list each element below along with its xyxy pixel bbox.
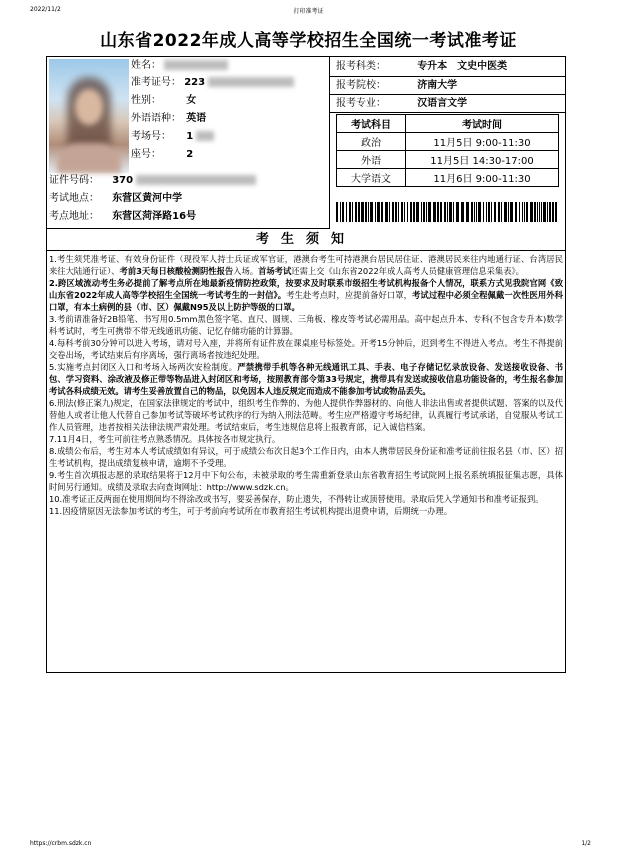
application-info (330, 57, 565, 229)
notice-item: 3.考前请准备好2B铅笔、书写用0.5mm黑色签字笔、直尺、圆规、三角板、橡皮等考试必需用品。高中起点升本、专科(不包含专升本)数学科考试时，考生可携带不带无线通讯功能、记忆存储功能的计算器。 (49, 314, 563, 336)
room-value: 1 (186, 131, 194, 142)
footer-url: https://crbm.sdzk.cn (30, 840, 92, 847)
schedule-header-subject: 考试科目 (337, 115, 406, 133)
document-title: 山东省2022年成人高等学校招生全国统一考试准考证 (100, 31, 517, 51)
table-row: 政治 11月5日 9:00-11:30 (337, 133, 559, 151)
footer-page-number: 1/2 (581, 840, 591, 847)
notice-item: 5.实施考点封闭区入口和考场入场两次安检制度。严禁携带手机等各种无线通讯工具、手表、电子存储记忆录放设备、发送接收设备、书包、学习资料、涂改液及修正带等物品进入封闭区和考场，按照教育部令第33号规定，携带具有发送或接收信息功能设备的，考生报名参加考试各科成绩无效。请考生妥善放置自己的物品，以免因本人违反规定而造成不能参加考试或物品丢失。 (49, 362, 563, 396)
notice-item: 10.准考证正反两面在使用期间均不得涂改或书写，要妥善保存，防止遗失，不得转让或顶替使用。录取后凭入学通知书和准考证报到。 (49, 494, 544, 504)
ticket-number: 223 (184, 77, 206, 88)
notice-item: 7.11月4日，考生可前往考点熟悉情况。具体按各市规定执行。 (49, 434, 281, 444)
notice-title: 考生须知 (47, 229, 565, 251)
barcode (336, 202, 559, 222)
table-row: 外语 11月5日 14:30-17:00 (337, 151, 559, 169)
notice-item: 8.成绩公布后，考生对本人考试成绩如有异议，可于成绩公布次日起3个工作日内，由本人携带居民身份证和准考证前往报名县（市、区）招生考试机构，提出成绩复核申请，逾期不予受理。 (49, 446, 563, 468)
notice-item: 2.跨区域流动考生务必提前了解考点所在地最新疫情防控政策，按要求及时联系市级招生考试机构报备个人情况，联系方式见我院官网《致山东省2022年成人高等学校招生全国统一考试考生的一封信》。考生赴考点时，应提前备好口罩，考试过程中必须全程佩戴一次性医用外科口罩，有本土病例的县（市、区）佩戴N95及以上防护等级的口罩。 (49, 278, 563, 312)
category-row: 报考科类： 专升本 文史中医类 (336, 61, 508, 72)
print-date: 2022/11/2 (30, 6, 61, 13)
print-page-title: 打印准考证 (293, 8, 324, 15)
notice-item: 11.因疫情原因无法参加考试的考生，可于考前向考试所在市教育招生考试机构提出退费申请，后期统一办理。 (49, 506, 453, 516)
exam-site-value: 东营区黄河中学 (112, 193, 183, 204)
notice-item: 4.每科考前30分钟可以进入考场，请对号入座，并将所有证件放在课桌座号标签处。开考15分钟后，迟到考生不得进入考点。考生不得提前交卷出场，考试结束后有序离场，强行离场者按违纪处理。 (49, 338, 563, 360)
school-row: 报考院校： 济南大学 (336, 80, 458, 91)
seat-value: 2 (186, 149, 194, 160)
schedule-header-time: 考试时间 (406, 115, 559, 133)
seat-row: 座号： 2 (131, 149, 194, 160)
id-row: 证件号码： 370 (49, 174, 256, 187)
name-row: 姓名： (131, 59, 228, 72)
candidate-info (47, 57, 330, 229)
notice-item: 1.考生须凭准考证、有效身份证件（现役军人持士兵证或军官证，港澳台考生可持港澳台居民居住证、港澳居民来往内地通行证、台湾居民来往大陆通行证）、考前3天每日核酸检测阴性报告入场。首场考试还需上交《山东省2022年成人高考人员健康管理信息采集表》。 (49, 254, 563, 276)
ticket-number-row: 准考证号： 223 (131, 76, 294, 89)
gender-value: 女 (186, 95, 197, 106)
exam-schedule-table (336, 114, 559, 187)
exam-address-row: 考点地址： 东营区菏泽路16号 (49, 211, 197, 222)
notice-item: 6.刑法(修正案九)规定，在国家法律规定的考试中，组织考生作弊的、为他人提供作弊器材的、向他人非法出售或者提供试题、答案的以及代替他人或者让他人代替自己参加考试等破坏考试秩序的行为纳入刑法范畴。考生应严格遵守考场纪律，认真履行考试承诺，自觉服从考试工作人员管理，违者按相关法律法规严肃处理。考试结束后，考生违规信息将上报教育部，记入诚信档案。 (49, 398, 563, 432)
exam-site-row: 考试地点： 东营区黄河中学 (49, 193, 183, 204)
gender-row: 性别： 女 (131, 95, 197, 106)
notice-item: 9.考生首次填报志愿的录取结果将于12月中下旬公布，未被录取的考生需重新登录山东省教育招生考试院网上报名系统填报征集志愿，具体时间另行通知。成绩及录取去向查询网址：http://www.sdzk.cn。 (49, 470, 563, 492)
candidate-photo (49, 59, 129, 173)
notice-body (49, 253, 563, 517)
admission-ticket (46, 56, 566, 673)
language-value: 英语 (186, 113, 207, 124)
id-value: 370 (112, 175, 134, 186)
room-row: 考场号： 1 (131, 130, 214, 143)
table-row: 大学语文 11月6日 9:00-11:30 (337, 169, 559, 187)
language-row: 外语语种： 英语 (131, 113, 207, 124)
redacted-name (164, 60, 228, 70)
major-row: 报考专业： 汉语言文学 (336, 98, 468, 109)
exam-address-value: 东营区菏泽路16号 (112, 211, 197, 222)
